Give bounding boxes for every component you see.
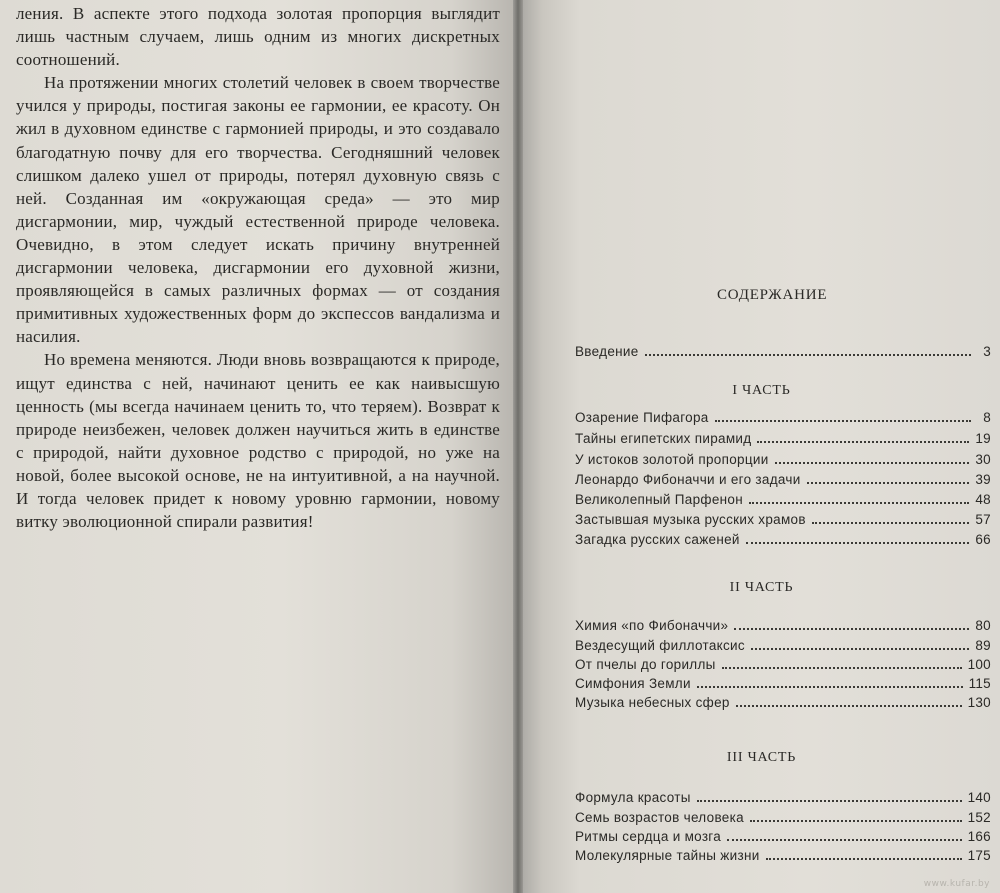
toc-entry-title: От пчелы до гориллы: [575, 657, 716, 672]
toc-leader-dots: [715, 410, 971, 422]
toc-leader-dots: [736, 695, 962, 707]
toc-entry: [575, 512, 991, 532]
toc-entry-page: 39: [975, 472, 991, 487]
toc-leader-dots: [749, 492, 969, 504]
toc-leader-dots: [697, 790, 962, 802]
toc-entry-title: Формула красоты: [575, 790, 691, 805]
toc-entry-page: 66: [975, 532, 991, 547]
toc-leader-dots: [766, 848, 962, 860]
toc-leader-dots: [812, 512, 970, 524]
toc-entry: [575, 810, 991, 830]
toc-entry: [575, 410, 991, 430]
part-heading-3: III ЧАСТЬ: [726, 750, 797, 765]
toc-leader-dots: [807, 472, 970, 484]
toc-entry: [575, 657, 991, 677]
toc-entry-title: Химия «по Фибоначчи»: [575, 618, 729, 633]
toc-entry-page: 152: [967, 810, 991, 825]
toc-entry: [575, 452, 991, 472]
toc-entry-title: Введение: [575, 344, 639, 359]
toc-entry-page: 130: [967, 695, 991, 710]
part-heading-2: II ЧАСТЬ: [729, 580, 794, 595]
toc-leader-dots: [734, 618, 969, 630]
toc-leader-dots: [722, 657, 962, 669]
toc-leader-dots: [751, 638, 969, 650]
toc-entry-title: Музыка небесных сфер: [575, 695, 730, 710]
toc-entry-title: Озарение Пифагора: [575, 410, 709, 425]
toc-entry: [575, 638, 991, 658]
toc-leader-dots: [757, 431, 969, 443]
toc-entry-title: Ритмы сердца и мозга: [575, 829, 722, 844]
toc-entry-title: У истоков золотой пропорции: [575, 452, 769, 467]
book-spine-gutter: [513, 0, 523, 893]
toc-leader-dots: [697, 676, 963, 688]
toc-entry-page: 115: [968, 676, 991, 691]
paragraph-1: ления. В аспекте этого подхода золотая пропорция выглядит лишь частным случаем, лишь одним из многих дискретных соотношений.: [16, 4, 500, 70]
toc-entry-page: 140: [967, 790, 991, 805]
toc-entry-intro: [575, 344, 991, 364]
body-text: [16, 2, 500, 533]
toc-leader-dots: [645, 344, 971, 356]
toc-entry: [575, 848, 991, 868]
toc-entry-title: Застывшая музыка русских храмов: [575, 512, 806, 527]
toc-entry-page: 89: [975, 638, 991, 653]
toc-entry-page: 30: [975, 452, 991, 467]
toc-entry: [575, 829, 991, 849]
toc-entry-page: 166: [967, 829, 991, 844]
toc-leader-dots: [727, 829, 962, 841]
toc-leader-dots: [750, 810, 962, 822]
toc-entry: [575, 492, 991, 512]
toc-entry-page: 8: [983, 410, 991, 425]
toc-entry: [575, 676, 991, 696]
toc-entry: [575, 532, 991, 552]
toc-entry-title: Семь возрастов человека: [575, 810, 744, 825]
toc-entry-title: Леонардо Фибоначчи и его задачи: [575, 472, 801, 487]
toc-entry: [575, 695, 991, 715]
right-page: [523, 0, 1000, 893]
toc-leader-dots: [746, 532, 970, 544]
toc-entry-page: 175: [967, 848, 991, 863]
toc-entry-title: Вездесущий филлотаксис: [575, 638, 745, 653]
toc-entry-title: Молекулярные тайны жизни: [575, 848, 760, 863]
toc-entry-page: 100: [967, 657, 991, 672]
paragraph-3: Но времена меняются. Люди вновь возвращаются к природе, ищут единства с ней, начинают ценить ее как наивысшую ценность (мы всегда начинаем ценить то, что теряем). Возврат к природе неизбежен, человек должен научиться жить в единстве с природой, найти духовное родство с природой, но уже на новой, более высокой основе, не на интуитивной, а на научной. И тогда человек придет к новому уровню гармонии, новому витку эволюционной спирали развития!: [16, 350, 500, 532]
toc-entry-page: 80: [975, 618, 991, 633]
toc-entry: [575, 472, 991, 492]
toc-entry-page: 19: [975, 431, 991, 446]
toc-entry-page: 57: [975, 512, 991, 527]
toc-entry-page: 3: [983, 344, 991, 359]
toc-title: СОДЕРЖАНИЕ: [717, 287, 828, 303]
toc-entry: [575, 431, 991, 451]
part-heading-1: I ЧАСТЬ: [732, 383, 791, 398]
toc-entry-title: Тайны египетских пирамид: [575, 431, 752, 446]
toc-entry-title: Загадка русских саженей: [575, 532, 740, 547]
toc-entry: [575, 618, 991, 638]
paragraph-2: На протяжении многих столетий человек в своем творчестве учился у природы, постигая законы ее гармонии, ее красоту. Он жил в духовном единстве с гармонией природы, и это создавало благодатную почву для его творчества. Сегодняшний человек слишком далеко ушел от природы, потерял духовную связь с ней. Созданная им «окружающая среда» — это мир дисгармонии, мир, чуждый естественной природе человека. Очевидно, в этом следует искать причину внутренней дисгармонии человека, дисгармонии его духовной жизни, проявляющейся в самых различных формах — от создания примитивных художественных форм до экспессов вандализма и насилия.: [16, 73, 500, 347]
toc-entry: [575, 790, 991, 810]
toc-entry-page: 48: [975, 492, 991, 507]
toc-entry-title: Великолепный Парфенон: [575, 492, 743, 507]
toc-leader-dots: [775, 452, 970, 464]
toc-entry-title: Симфония Земли: [575, 676, 691, 691]
watermark: www.kufar.by: [923, 879, 990, 889]
